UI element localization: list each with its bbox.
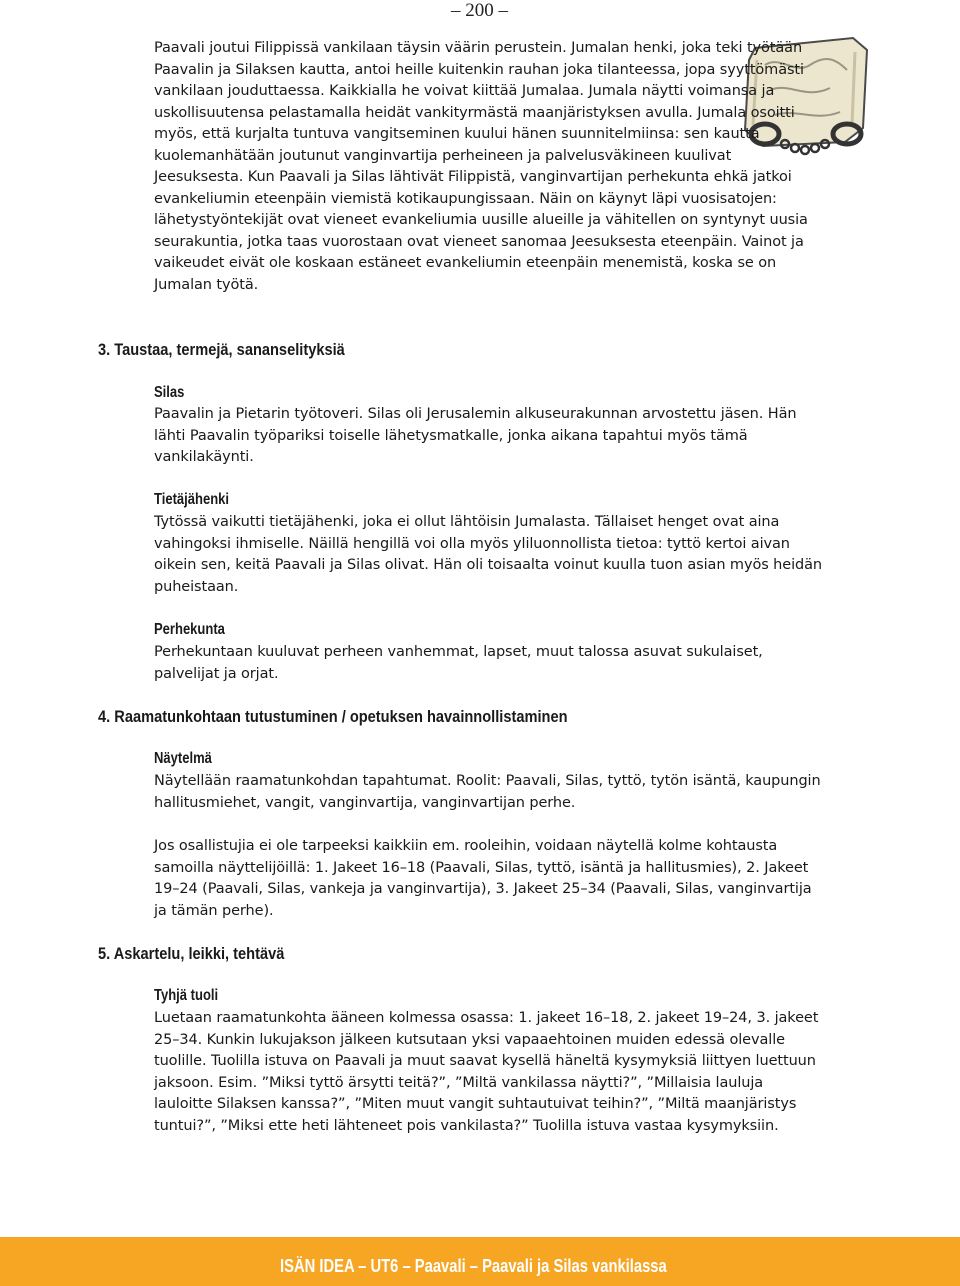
section-4-paragraph-2: Jos osallistujia ei ole tarpeeksi kaikkiin em. rooleihin, voidaan näytellä kolme kohtausta samoilla näyttelijöillä: 1. Jakeet 16–18 (Paavali, Silas, tyttö, isäntä ja hallitusmies), 2. Jakeet 19–24 (Paavali, Silas, vankeja ja vanginvartija), 3. Jakeet 25–34 (Paavali, Silas, vanginvartija ja tämän perhe). bbox=[154, 838, 812, 919]
section-4-title: Näytelmä bbox=[154, 750, 212, 767]
footer-text: ISÄN IDEA – UT6 – Paavali – Paavali ja Silas vankilassa bbox=[280, 1256, 667, 1276]
section-4-paragraph-1: Näytellään raamatunkohdan tapahtumat. Roolit: Paavali, Silas, tyttö, tytön isäntä, kaupungin hallitusmiehet, vangit, vanginvartija, vanginvartijan perhe. bbox=[154, 773, 821, 811]
term-title-tietajahenki: Tietäjähenki bbox=[154, 491, 230, 508]
section-5-paragraph: Luetaan raamatunkohta ääneen kolmessa osassa: 1. jakeet 16–18, 2. jakeet 19–24, 3. jakeet 25–34. Kunkin lukujakson jälkeen kutsutaan yksi vapaaehtoinen muiden edessä olevalle tuolille. Tuolilla istuva on Paavali ja muut saavat kysellä häneltä kysymyksiä liittyen luettuun jaksoon. Esim. ”Miksi tyttö ärsytti teitä?”, ”Miltä vankilassa näytti?”, ”Millaisia lauluja lauloitte Silaksen kanssa?”, ”Miten muut vangit suhtautuivat teihin?”, ”Miltä maanjäristys tuntui?”, ”Miksi ette heti lähteneet pois vankilasta?” Tuolilla istuva vastaa kysymyksiin. bbox=[154, 1010, 819, 1134]
term-text-silas: Paavalin ja Pietarin työtoveri. Silas oli Jerusalemin alkuseurakunnan arvostettu jäsen. Hän lähti Paavalin työpariksi toiselle lähetysmatkalle, jonka aikana tapahtui myös tämä vankilakäynti. bbox=[154, 406, 797, 465]
intro-paragraph: Paavali joutui Filippissä vankilaan täysin väärin perustein. Jumalan henki, joka teki työtään Paavalin ja Silaksen kautta, antoi heille kuitenkin rauhan joka tilanteessa, jopa syyttömästi vankilaan jouduttaessa. Kaikkialla he voivat kiittää Jumalaa. Jumala näytti voimansa ja uskollisuutensa pelastamalla heidät vankityrmästä maanjäristyksen avulla. Jumala osoitti myös, että kurjalta tuntuva vangitseminen kuului hänen suunnitelmiinsa: sen kautta kuolemanhätään joutunut vanginvartija perheineen ja palvelusväkineen kuulivat Jeesuksesta. Kun Paavali ja Silas lähtivät Filippistä, vanginvartijan perhekunta ehkä jatkoi evankeliumin eteenpäin viemistä kotikaupungissaan. Näin on käynyt läpi vuosisatojen: lähetystyöntekijät ovat vieneet evankeliumia uusille alueille ja vähitellen on syntynyt uusia seurakuntia, jotka taas vuorostaan ovat vieneet sanomaa Jeesuksesta eteenpäin. Vainot ja vaikeudet eivät ole koskaan estäneet evankeliumin eteenpäin menemistä, koska se on Jumalan työtä. bbox=[154, 40, 808, 293]
term-text-perhekunta: Perhekuntaan kuuluvat perheen vanhemmat, lapset, muut talossa asuvat sukulaiset, palvelijat ja orjat. bbox=[154, 644, 763, 682]
section-5-title: Tyhjä tuoli bbox=[154, 987, 219, 1004]
term-title-silas: Silas bbox=[154, 384, 185, 401]
section-4-heading: 4. Raamatunkohtaan tutustuminen / opetuksen havainnollistaminen bbox=[98, 707, 568, 726]
term-text-tietajahenki: Tytössä vaikutti tietäjähenki, joka ei ollut lähtöisin Jumalasta. Tällaiset henget ovat aina vahingoksi ihmiselle. Näillä hengillä voi olla myös yliluonnollista tietoa: tyttö kertoi aivan oikein sen, keitä Paavali ja Silas olivat. Hän oli toisaalta voinut kuulla tuon asian myös heidän puheistaan. bbox=[154, 514, 822, 595]
section-5-heading: 5. Askartelu, leikki, tehtävä bbox=[98, 944, 285, 963]
term-title-perhekunta: Perhekunta bbox=[154, 621, 225, 638]
section-3-heading: 3. Taustaa, termejä, sananselityksiä bbox=[98, 340, 345, 359]
page-number: – 200 – bbox=[451, 0, 508, 21]
